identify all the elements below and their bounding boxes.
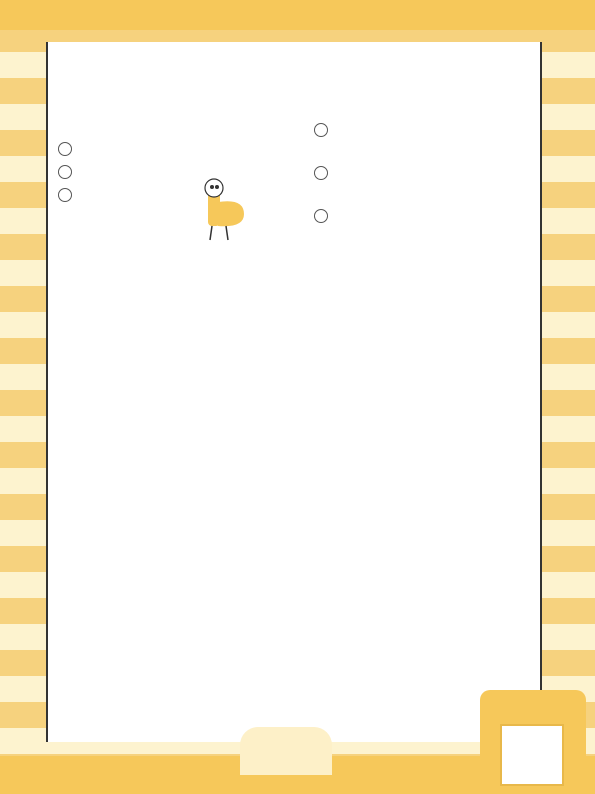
q9-option-b[interactable] — [314, 163, 341, 184]
soft-sign-mascot-icon — [198, 174, 252, 244]
worksheet-page — [46, 42, 542, 742]
page-number-badge — [240, 727, 332, 775]
radio-button[interactable] — [58, 142, 72, 156]
q9-option-a[interactable] — [314, 120, 341, 141]
q9-option-c[interactable] — [314, 206, 341, 227]
radio-button[interactable] — [58, 188, 72, 202]
radio-button[interactable] — [314, 166, 328, 180]
q8-option-a[interactable] — [58, 139, 85, 156]
radio-button[interactable] — [58, 165, 72, 179]
q8-option-b[interactable] — [58, 162, 85, 179]
self-assessment-square[interactable] — [500, 724, 564, 786]
top-scallop-border — [0, 0, 595, 42]
radio-button[interactable] — [314, 209, 328, 223]
radio-button[interactable] — [314, 123, 328, 137]
q8-option-c[interactable] — [58, 185, 85, 202]
